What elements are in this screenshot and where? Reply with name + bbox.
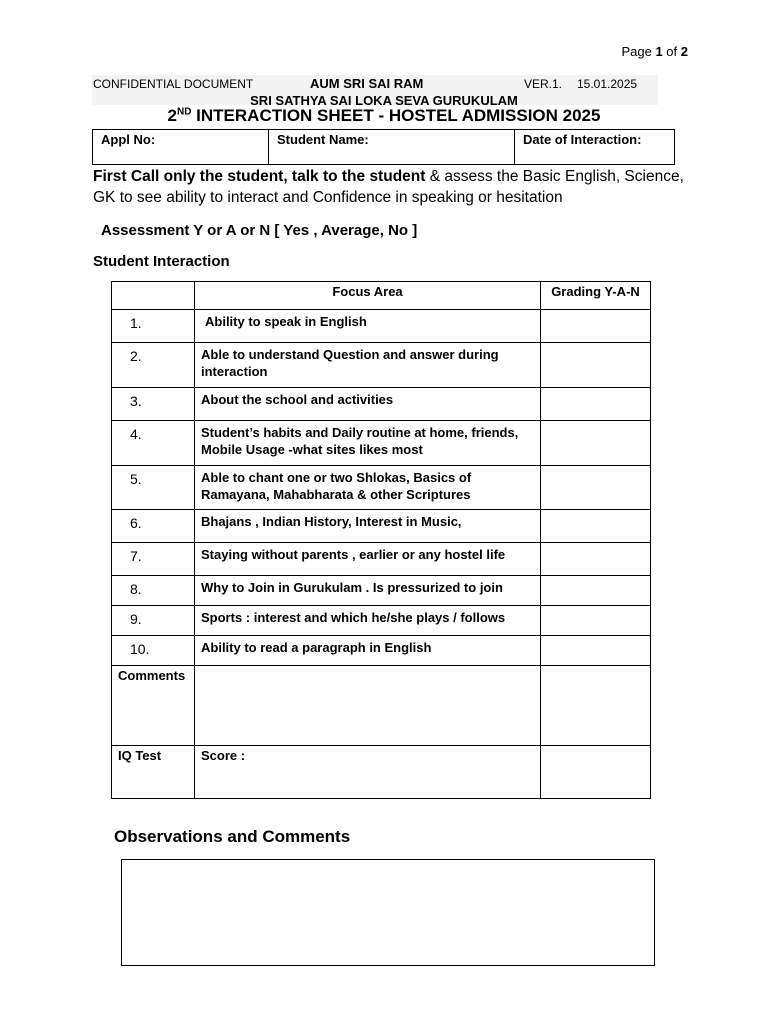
document-title: 2ND INTERACTION SHEET - HOSTEL ADMISSION 2025: [167, 106, 601, 125]
table-row: [112, 543, 651, 576]
row-focus: Able to chant one or two Shlokas, Basics of Ramayana, Mahabharata & other Scriptures: [195, 466, 541, 510]
header-blank: [112, 282, 195, 310]
row-focus: Ability to speak in English: [195, 310, 541, 343]
table-row: [112, 636, 651, 666]
iq-test-row: [112, 746, 651, 799]
header-focus-area: Focus Area: [195, 282, 541, 310]
row-number: 7.: [112, 543, 195, 576]
instructions: First Call only the student, talk to the student & assess the Basic English, Science, GK to see ability to interact and Confidence in speaking or hesitation: [93, 168, 684, 206]
table-row: [112, 343, 651, 388]
row-number: 3.: [112, 388, 195, 421]
row-number: 4.: [112, 421, 195, 466]
applicant-info-table: [92, 129, 675, 165]
student-name-field[interactable]: Student Name:: [269, 130, 515, 164]
confidential-label: CONFIDENTIAL DOCUMENT: [93, 77, 254, 91]
row-focus: Bhajans , Indian History, Interest in Music,: [195, 510, 541, 543]
comments-row: [112, 666, 651, 746]
iq-grading-cell[interactable]: [541, 746, 651, 799]
grading-cell[interactable]: [541, 636, 651, 666]
grading-cell[interactable]: [541, 510, 651, 543]
comments-label: Comments: [112, 666, 195, 746]
row-number: 5.: [112, 466, 195, 510]
date-of-interaction-field[interactable]: Date of Interaction:: [523, 132, 642, 147]
row-focus: Staying without parents , earlier or any hostel life: [195, 543, 541, 576]
comments-cell[interactable]: [195, 666, 541, 746]
table-row: [112, 388, 651, 421]
grading-cell[interactable]: [541, 310, 651, 343]
row-focus: Ability to read a paragraph in English: [195, 636, 541, 666]
row-number: 6.: [112, 510, 195, 543]
row-number: 10.: [112, 636, 195, 666]
page-number: Page 1 of 2: [621, 44, 688, 59]
version-date: 15.01.2025: [577, 77, 638, 91]
organization-name: SRI SATHYA SAI LOKA SEVA GURUKULAM: [250, 93, 518, 108]
section-title: Student Interaction: [93, 253, 230, 270]
grading-cell[interactable]: [541, 543, 651, 576]
row-number: 9.: [112, 606, 195, 636]
score-label[interactable]: Score :: [195, 746, 541, 799]
row-focus: Why to Join in Gurukulam . Is pressurized to join: [195, 576, 541, 606]
row-number: 2.: [112, 343, 195, 388]
row-number: 8.: [112, 576, 195, 606]
grading-cell[interactable]: [541, 606, 651, 636]
table-row: [112, 576, 651, 606]
appl-no-field[interactable]: Appl No:: [93, 130, 269, 164]
iq-test-label: IQ Test: [112, 746, 195, 799]
observations-box[interactable]: [121, 859, 655, 966]
table-row: [112, 510, 651, 543]
row-focus: Student’s habits and Daily routine at home, friends, Mobile Usage -what sites likes most: [195, 421, 541, 466]
grading-cell[interactable]: [541, 466, 651, 510]
table-header-row: [112, 282, 651, 310]
assessment-legend: Assessment Y or A or N [ Yes , Average, No ]: [101, 222, 418, 239]
header-invocation: AUM SRI SAI RAM: [310, 76, 424, 91]
row-focus: About the school and activities: [195, 388, 541, 421]
row-focus: Sports : interest and which he/she plays / follows: [195, 606, 541, 636]
grading-cell[interactable]: [541, 421, 651, 466]
row-number: 1.: [112, 310, 195, 343]
table-row: [112, 466, 651, 510]
grading-cell[interactable]: [541, 576, 651, 606]
version-label: VER.1.: [524, 77, 563, 91]
grading-cell[interactable]: [541, 388, 651, 421]
comments-grading-cell[interactable]: [541, 666, 651, 746]
header-grading: Grading Y-A-N: [541, 282, 651, 310]
table-row: [112, 310, 651, 343]
interaction-table: [111, 281, 651, 799]
table-row: [112, 606, 651, 636]
grading-cell[interactable]: [541, 343, 651, 388]
table-row: [112, 421, 651, 466]
row-focus: Able to understand Question and answer during interaction: [195, 343, 541, 388]
observations-title: Observations and Comments: [114, 827, 351, 846]
